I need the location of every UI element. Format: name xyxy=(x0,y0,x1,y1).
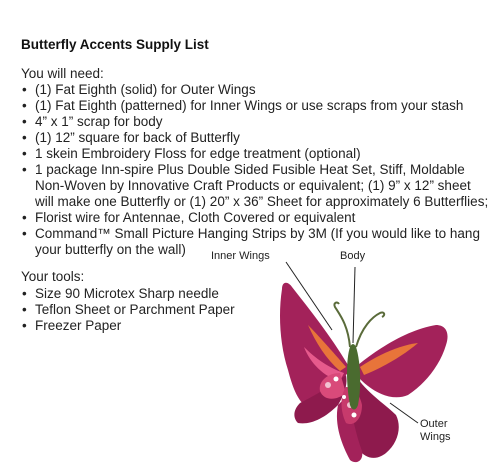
bullet: • xyxy=(22,226,27,241)
list-item xyxy=(21,162,491,210)
bullet: • xyxy=(22,130,27,145)
body-callout: Body xyxy=(340,250,366,262)
bullet: • xyxy=(22,162,27,177)
list-item xyxy=(21,114,491,130)
needs-heading: You will need: xyxy=(21,66,104,81)
floral-dot xyxy=(325,382,331,388)
list-item xyxy=(21,210,491,226)
body-callout-line xyxy=(353,267,355,343)
antenna-left xyxy=(334,303,350,347)
bullet: • xyxy=(22,82,27,97)
list-item-text: (1) 12” square for back of Butterfly xyxy=(35,130,240,145)
bullet: • xyxy=(22,302,27,317)
floral-dot xyxy=(342,395,346,399)
antenna-right xyxy=(356,312,384,347)
outer-wings-callout-line1: Outer xyxy=(420,418,448,430)
list-item-text: Command™ Small Picture Hanging Strips by 3M (If you would like to hang your butterfly on the wall) xyxy=(35,226,480,257)
floral-dot xyxy=(352,413,357,418)
bullet: • xyxy=(22,114,27,129)
list-item xyxy=(21,98,491,114)
bullet: • xyxy=(22,210,27,225)
bullet: • xyxy=(22,98,27,113)
list-item-text: 4” x 1” scrap for body xyxy=(35,114,163,129)
list-item-text: Florist wire for Antennae, Cloth Covered or equivalent xyxy=(35,210,356,225)
list-item-text: 1 package Inn-spire Plus Double Sided Fusible Heat Set, Stiff, Moldable Non-Woven by Innovative Craft Products or equivalent; (1) 9” x 12” sheet will make one Butterfly or (1) 20” x 36” Sheet for approximately 6 Butterflies; xyxy=(35,162,489,209)
tools-heading: Your tools: xyxy=(21,269,85,284)
bullet: • xyxy=(22,286,27,301)
list-item-text: Teflon Sheet or Parchment Paper xyxy=(35,302,235,317)
page-title: Butterfly Accents Supply List xyxy=(21,37,209,52)
list-item-text: Size 90 Microtex Sharp needle xyxy=(35,286,219,301)
floral-dot xyxy=(334,377,339,382)
inner-wings-callout: Inner Wings xyxy=(211,250,270,262)
butterfly-illustration xyxy=(200,255,500,468)
list-item xyxy=(21,82,491,98)
list-item xyxy=(21,130,491,146)
outer-wings-callout xyxy=(420,418,451,444)
list-item-text: 1 skein Embroidery Floss for edge treatment (optional) xyxy=(35,146,361,161)
outer-wings-callout-line2: Wings xyxy=(420,431,451,443)
list-item-text: (1) Fat Eighth (solid) for Outer Wings xyxy=(35,82,256,97)
bullet: • xyxy=(22,146,27,161)
bullet: • xyxy=(22,318,27,333)
needs-list xyxy=(21,82,491,258)
list-item-text: (1) Fat Eighth (patterned) for Inner Wings or use scraps from your stash xyxy=(35,98,464,113)
list-item xyxy=(21,146,491,162)
list-item-text: Freezer Paper xyxy=(35,318,122,333)
